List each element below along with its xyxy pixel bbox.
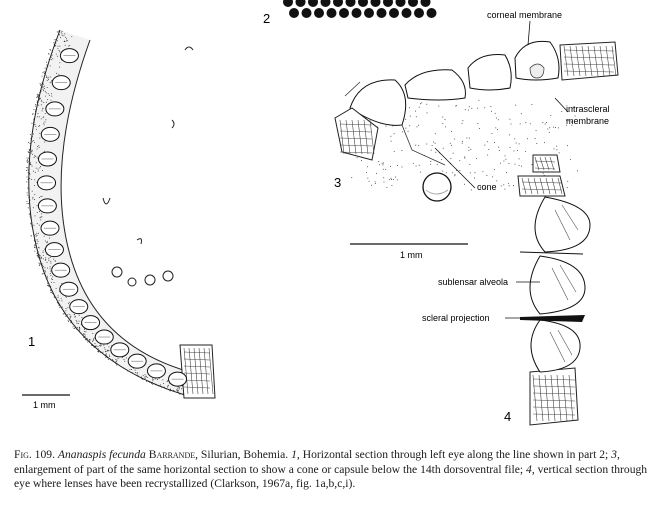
label-intrascleral-2: membrane — [566, 116, 610, 126]
part-number-4: 4 — [504, 409, 512, 424]
lens-dots-part2 — [283, 0, 437, 18]
part-number-1: 1 — [28, 334, 36, 349]
label-sublensar-alveola: sublensar alveola — [438, 277, 509, 287]
scale-label-part1: 1 mm — [33, 400, 56, 410]
caption-part-3: 3, — [611, 448, 620, 461]
caption-author: Barrande — [148, 448, 196, 461]
label-corneal-membrane: corneal membrane — [487, 10, 563, 20]
part-number-3: 3 — [334, 175, 342, 190]
label-scleral-projection: scleral projection — [422, 313, 490, 323]
caption-text-1: , Silurian, Bohemia. — [195, 448, 292, 461]
scale-label-part3: 1 mm — [400, 250, 423, 260]
caption-part-1: 1, — [291, 448, 300, 461]
part-number-2: 2 — [263, 11, 271, 26]
label-intrascleral-1: intrascleral — [566, 104, 610, 114]
caption-text-3: enlargement of part of the same horizontal section to show a cone or capsule below the 14th dorsoventral file; — [14, 462, 527, 476]
vertical-section-part4 — [505, 155, 590, 425]
caption-species: Ananaspis fecunda — [57, 448, 146, 461]
eye-section-part1 — [26, 30, 215, 398]
caption-text-4: vertical section through eye where lenses have been recrystallized (Clarkson, 1967a, fig. 1a,b,c,i). — [14, 462, 648, 490]
label-cone: cone — [477, 182, 497, 192]
hatched-block-part1 — [180, 345, 215, 398]
caption-fig-number: Fig. 109. — [14, 448, 55, 461]
figure-caption — [14, 448, 654, 492]
caption-text-2: Horizontal section through left eye along the line shown in part 2; — [299, 448, 612, 461]
caption-part-4: 4, — [526, 462, 535, 476]
